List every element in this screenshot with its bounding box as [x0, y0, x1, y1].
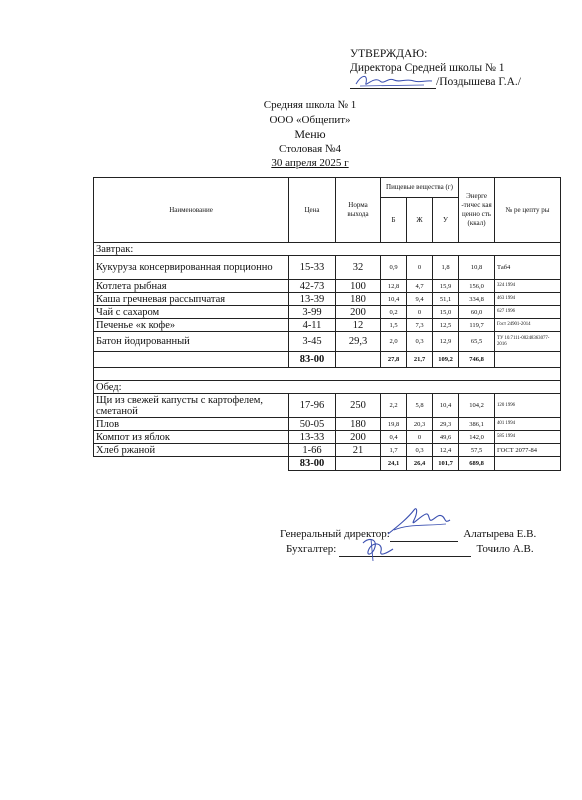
col-header-name: Наименование — [94, 178, 289, 243]
menu-table — [93, 177, 561, 471]
col-header-nutrients: Пищевые вещества (г) — [381, 178, 459, 198]
table-row — [94, 306, 561, 319]
dish-name: Плов — [94, 418, 289, 431]
dish-fat: 4,7 — [407, 280, 433, 293]
dish-price: 1-66 — [289, 444, 336, 457]
section-row-breakfast — [94, 243, 561, 256]
approval-heading: УТВЕРЖДАЮ: — [350, 48, 428, 60]
dish-price: 50-05 — [289, 418, 336, 431]
menu-title: Меню — [294, 127, 326, 141]
dish-recipe: ТУ 10.7111-00248363077-2016 — [495, 332, 561, 352]
section-title-breakfast: Завтрак: — [94, 243, 561, 256]
dish-recipe: 120 1996 — [495, 394, 561, 418]
dish-fat: 0,3 — [407, 332, 433, 352]
dish-portion: 12 — [336, 319, 381, 332]
approval-position: Директора Средней школы № 1 — [350, 62, 505, 74]
accountant-signature — [357, 535, 397, 563]
dish-price: 17-96 — [289, 394, 336, 418]
dish-protein: 10,4 — [381, 293, 407, 306]
dish-portion: 250 — [336, 394, 381, 418]
approval-name-line — [350, 75, 521, 89]
dish-protein: 1,7 — [381, 444, 407, 457]
dish-carbs: 15,0 — [433, 306, 459, 319]
approval-signature-line — [350, 78, 436, 89]
spacer-row — [94, 368, 561, 381]
director-label: Генеральный директор: — [280, 528, 390, 540]
dish-energy: 104,2 — [459, 394, 495, 418]
table-row — [94, 418, 561, 431]
table-row — [94, 394, 561, 418]
dish-energy: 65,5 — [459, 332, 495, 352]
dish-price: 3-99 — [289, 306, 336, 319]
col-header-portion: Норма выхода — [336, 178, 381, 243]
approval-block — [350, 47, 521, 89]
table-row — [94, 431, 561, 444]
dish-fat: 9,4 — [407, 293, 433, 306]
dish-price: 3-45 — [289, 332, 336, 352]
total-fat: 21,7 — [407, 352, 433, 368]
signatures-block — [280, 527, 570, 557]
dish-portion: 200 — [336, 306, 381, 319]
dish-protein: 19,8 — [381, 418, 407, 431]
dish-energy: 10,8 — [459, 256, 495, 280]
company-name: ООО «Общепит» — [269, 113, 351, 126]
dish-protein: 0,4 — [381, 431, 407, 444]
dish-fat: 5,8 — [407, 394, 433, 418]
dish-carbs: 12,4 — [433, 444, 459, 457]
dish-name: Печенье «к кофе» — [94, 319, 289, 332]
dish-fat: 0 — [407, 306, 433, 319]
dish-energy: 386,1 — [459, 418, 495, 431]
col-header-energy: Энерге -тичес кая ценно сть (ккал) — [459, 178, 495, 243]
total-price: 83-00 — [289, 352, 336, 368]
dish-carbs: 1,8 — [433, 256, 459, 280]
dish-carbs: 51,1 — [433, 293, 459, 306]
director-signature-line — [390, 530, 458, 542]
dish-recipe: 627 1996 — [495, 306, 561, 319]
col-header-price: Цена — [289, 178, 336, 243]
dish-portion: 200 — [336, 431, 381, 444]
dish-fat: 0,3 — [407, 444, 433, 457]
dish-recipe: Таб4 — [495, 256, 561, 280]
total-protein: 24,1 — [381, 457, 407, 471]
dish-energy: 142,0 — [459, 431, 495, 444]
menu-header — [200, 98, 420, 171]
total-price: 83-00 — [289, 457, 336, 471]
col-header-fat: Ж — [407, 198, 433, 243]
table-row — [94, 293, 561, 306]
col-header-recipe: № ре цепту ры — [495, 178, 561, 243]
dish-carbs: 12,5 — [433, 319, 459, 332]
dish-protein: 2,0 — [381, 332, 407, 352]
director-name: Алатырева Е.В. — [463, 528, 537, 540]
table-header-row — [94, 178, 561, 198]
dish-price: 15-33 — [289, 256, 336, 280]
col-header-protein: Б — [381, 198, 407, 243]
accountant-signature-line — [339, 545, 471, 557]
section-row-lunch — [94, 381, 561, 394]
dish-energy: 334,8 — [459, 293, 495, 306]
dish-name: Каша гречневая рассыпчатая — [94, 293, 289, 306]
total-row-lunch — [94, 457, 561, 471]
dish-price: 42-73 — [289, 280, 336, 293]
dish-protein: 0,2 — [381, 306, 407, 319]
dish-name: Батон йодированный — [94, 332, 289, 352]
dish-portion: 100 — [336, 280, 381, 293]
dish-energy: 156,0 — [459, 280, 495, 293]
dish-name: Щи из свежей капусты с картофелем, сметаной — [94, 394, 289, 418]
table-row — [94, 332, 561, 352]
dish-name: Хлеб ржаной — [94, 444, 289, 457]
dish-fat: 0 — [407, 431, 433, 444]
approval-signature — [354, 72, 434, 90]
approval-name: /Поздышева Г.А./ — [436, 76, 521, 88]
dish-carbs: 15,9 — [433, 280, 459, 293]
col-header-carbs: У — [433, 198, 459, 243]
table-row — [94, 280, 561, 293]
section-title-lunch: Обед: — [94, 381, 561, 394]
dish-protein: 12,8 — [381, 280, 407, 293]
accountant-line — [286, 542, 570, 557]
total-row-breakfast — [94, 352, 561, 368]
dish-fat: 0 — [407, 256, 433, 280]
total-carbs: 101,7 — [433, 457, 459, 471]
dish-price: 13-39 — [289, 293, 336, 306]
total-energy: 689,8 — [459, 457, 495, 471]
dish-name: Компот из яблок — [94, 431, 289, 444]
dish-protein: 2,2 — [381, 394, 407, 418]
accountant-name: Точило А.В. — [476, 543, 534, 555]
table-row — [94, 256, 561, 280]
dish-carbs: 29,3 — [433, 418, 459, 431]
dish-portion: 29,3 — [336, 332, 381, 352]
dish-fat: 7,3 — [407, 319, 433, 332]
dish-portion: 21 — [336, 444, 381, 457]
dish-carbs: 49,6 — [433, 431, 459, 444]
dish-portion: 32 — [336, 256, 381, 280]
dish-recipe: 585 1994 — [495, 431, 561, 444]
dish-recipe: 324 1994 — [495, 280, 561, 293]
dish-energy: 60,0 — [459, 306, 495, 319]
menu-date: 30 апреля 2025 г — [271, 157, 349, 169]
table-row — [94, 319, 561, 332]
dish-portion: 180 — [336, 418, 381, 431]
total-fat: 26,4 — [407, 457, 433, 471]
dish-recipe: 463 1994 — [495, 293, 561, 306]
total-carbs: 109,2 — [433, 352, 459, 368]
accountant-label: Бухгалтер: — [286, 543, 337, 555]
dish-energy: 119,7 — [459, 319, 495, 332]
dish-recipe: ГОСТ 2077-84 — [495, 444, 561, 457]
total-energy: 746,8 — [459, 352, 495, 368]
dish-energy: 57,5 — [459, 444, 495, 457]
dish-recipe: Гост 24901-2014 — [495, 319, 561, 332]
canteen-name: Столовая №4 — [279, 142, 341, 155]
total-protein: 27,8 — [381, 352, 407, 368]
director-line — [280, 527, 570, 542]
dish-name: Кукуруза консервированная порционно — [94, 256, 289, 280]
dish-name: Чай с сахаром — [94, 306, 289, 319]
dish-name: Котлета рыбная — [94, 280, 289, 293]
dish-price: 4-11 — [289, 319, 336, 332]
dish-fat: 20,3 — [407, 418, 433, 431]
dish-carbs: 12,9 — [433, 332, 459, 352]
dish-carbs: 10,4 — [433, 394, 459, 418]
school-name: Средняя школа № 1 — [263, 99, 357, 111]
dish-recipe: 401 1994 — [495, 418, 561, 431]
dish-price: 13-33 — [289, 431, 336, 444]
dish-protein: 0,9 — [381, 256, 407, 280]
table-row — [94, 444, 561, 457]
dish-protein: 1,5 — [381, 319, 407, 332]
dish-portion: 180 — [336, 293, 381, 306]
